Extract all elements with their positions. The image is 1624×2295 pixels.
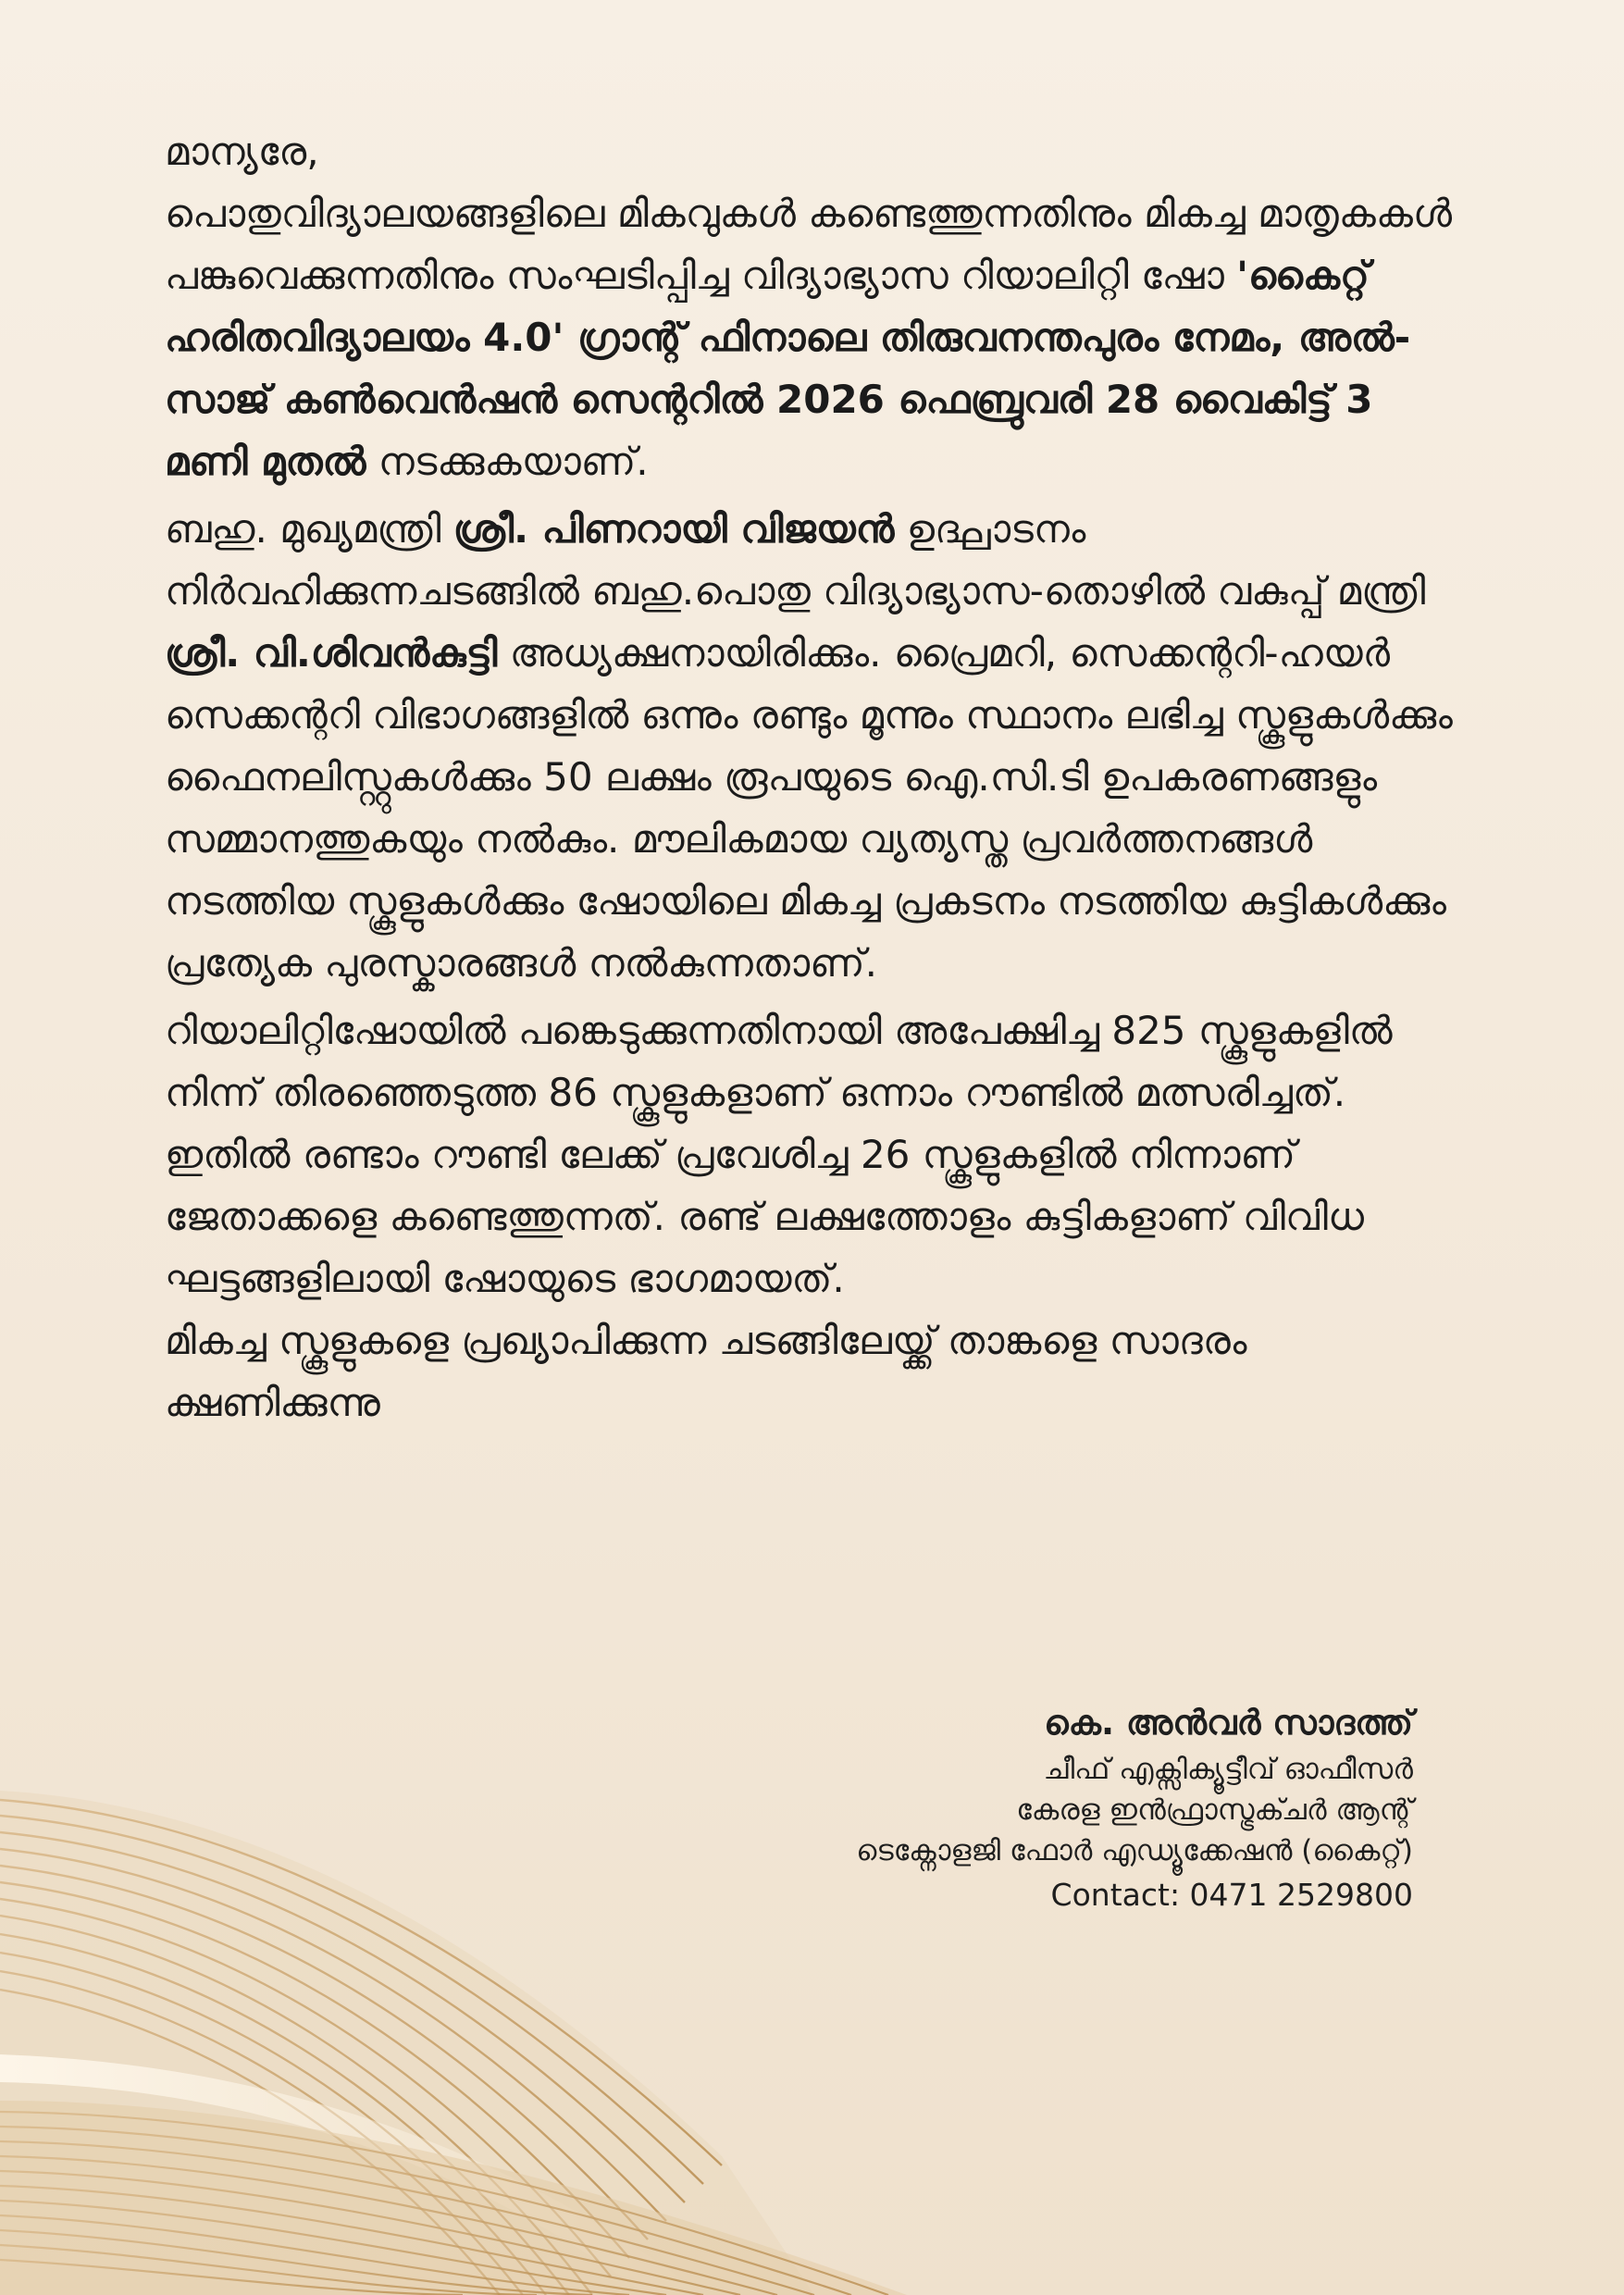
contact-number: Contact: 0471 2529800 <box>1050 1877 1413 1913</box>
paragraph-competition-details: റിയാലിറ്റിഷോയിൽ പങ്കെടുക്കുന്നതിനായി അപേക്ഷിച്ച 825 സ്കൂളുകളിൽ നിന്ന് തിരഞ്ഞെടുത്ത 86 സ്കൂളുകളാണ് ഒന്നാം റൗണ്ടിൽ മത്സരിച്ചത്. ഇതിൽ രണ്ടാം റൗണ്ടി ലേക്ക് പ്രവേശിച്ച 26 സ്കൂളുകളിൽ നിന്നാണ് ജേതാക്കളെ കണ്ടെത്തുന്നത്. രണ്ട് ലക്ഷത്തോളം കുട്ടികളാണ് വിവിധ ഘട്ടങ്ങളിലായി ഷോയുടെ ഭാഗമായത്. <box>165 1008 1393 1301</box>
paragraph-invitation: മികച്ച സ്കൂളുകളെ പ്രഖ്യാപിക്കുന്ന ചടങ്ങിലേയ്ക്ക് താങ്കളെ സാദരം ക്ഷണിക്കുന്നു <box>165 1318 1247 1425</box>
event-intro-text: പൊതുവിദ്യാലയങ്ങളിലെ മികവുകൾ കണ്ടെത്തുന്നതിനും മികച്ച മാതൃകകൾ പങ്കുവെക്കുന്നതിനും സംഘടിപ്പിച്ച വിദ്യാഭ്യാസ റിയാലിറ്റി ഷോ <box>165 191 1453 298</box>
organization-line-2: ടെക്നോളജി ഫോർ എഡ്യൂക്കേഷൻ (കൈറ്റ്) <box>856 1834 1413 1867</box>
invitation-letter-body <box>165 120 1460 1433</box>
salutation: മാന്യരേ, <box>165 129 319 174</box>
signatory-name: കെ. അൻവർ സാദത്ത് <box>1044 1703 1413 1743</box>
chief-minister-intro: ബഹു. മുഖ്യമന്ത്രി <box>165 506 453 552</box>
chief-minister-name: ശ്രീ. പിണറായി വിജയൻ <box>452 506 895 552</box>
paragraph-event-announcement <box>165 182 1460 492</box>
awards-text: അധ്യക്ഷനായിരിക്കും. പ്രൈമറി, സെക്കന്ററി-ഹയർ സെക്കന്ററി വിഭാഗങ്ങളിൽ ഒന്നും രണ്ടും മൂന്നും സ്ഥാനം ലഭിച്ച സ്കൂളുകൾക്കും ഫൈനലിസ്റ്റുകൾക്കും 50 ലക്ഷം രൂപയുടെ ഐ.സി.ടി ഉപകരണങ്ങളും സമ്മാനത്തുകയും നൽകും. മൗലികമായ വ്യത്യസ്ത പ്രവർത്തനങ്ങൾ നടത്തിയ സ്കൂളുകൾക്കും ഷോയിലെ മികച്ച പ്രകടനം നടത്തിയ കുട്ടികൾക്കും പ്രത്യേക പുരസ്കാരങ്ങൾ നൽകുന്നതാണ്. <box>165 630 1453 986</box>
event-intro-end: നടക്കുകയാണ്. <box>366 439 649 484</box>
signatory-designation: ചീഫ് എക്സിക്യൂട്ടീവ് ഓഫീസർ <box>1043 1753 1413 1786</box>
paragraph-chief-guests <box>165 498 1460 994</box>
inauguration-text: ഉദ്ഘാടനം നിർവഹിക്കുന്നചടങ്ങിൽ ബഹു.പൊതു വിദ്യാഭ്യാസ-തൊഴിൽ വകുപ്പ് മന്ത്രി <box>165 506 1426 614</box>
organization-line-1: കേരള ഇൻഫ്രാസ്ട്രക്ചർ ആന്റ് <box>1016 1793 1413 1827</box>
event-title-venue-date: 'കൈറ്റ് ഹരിതവിദ്യാലയം 4.0' ഗ്രാന്റ് ഫിനാലെ തിരുവനന്തപുരം നേമം, അൽ-സാജ് കൺവെൻഷൻ സെന്ററിൽ 2026 ഫെബ്രുവരി 28 വൈകിട്ട് 3 മണി മുതൽ <box>165 253 1411 484</box>
education-minister-name: ശ്രീ. വി.ശിവൻകുട്ടി <box>165 630 498 676</box>
signature-block <box>856 1699 1413 1916</box>
